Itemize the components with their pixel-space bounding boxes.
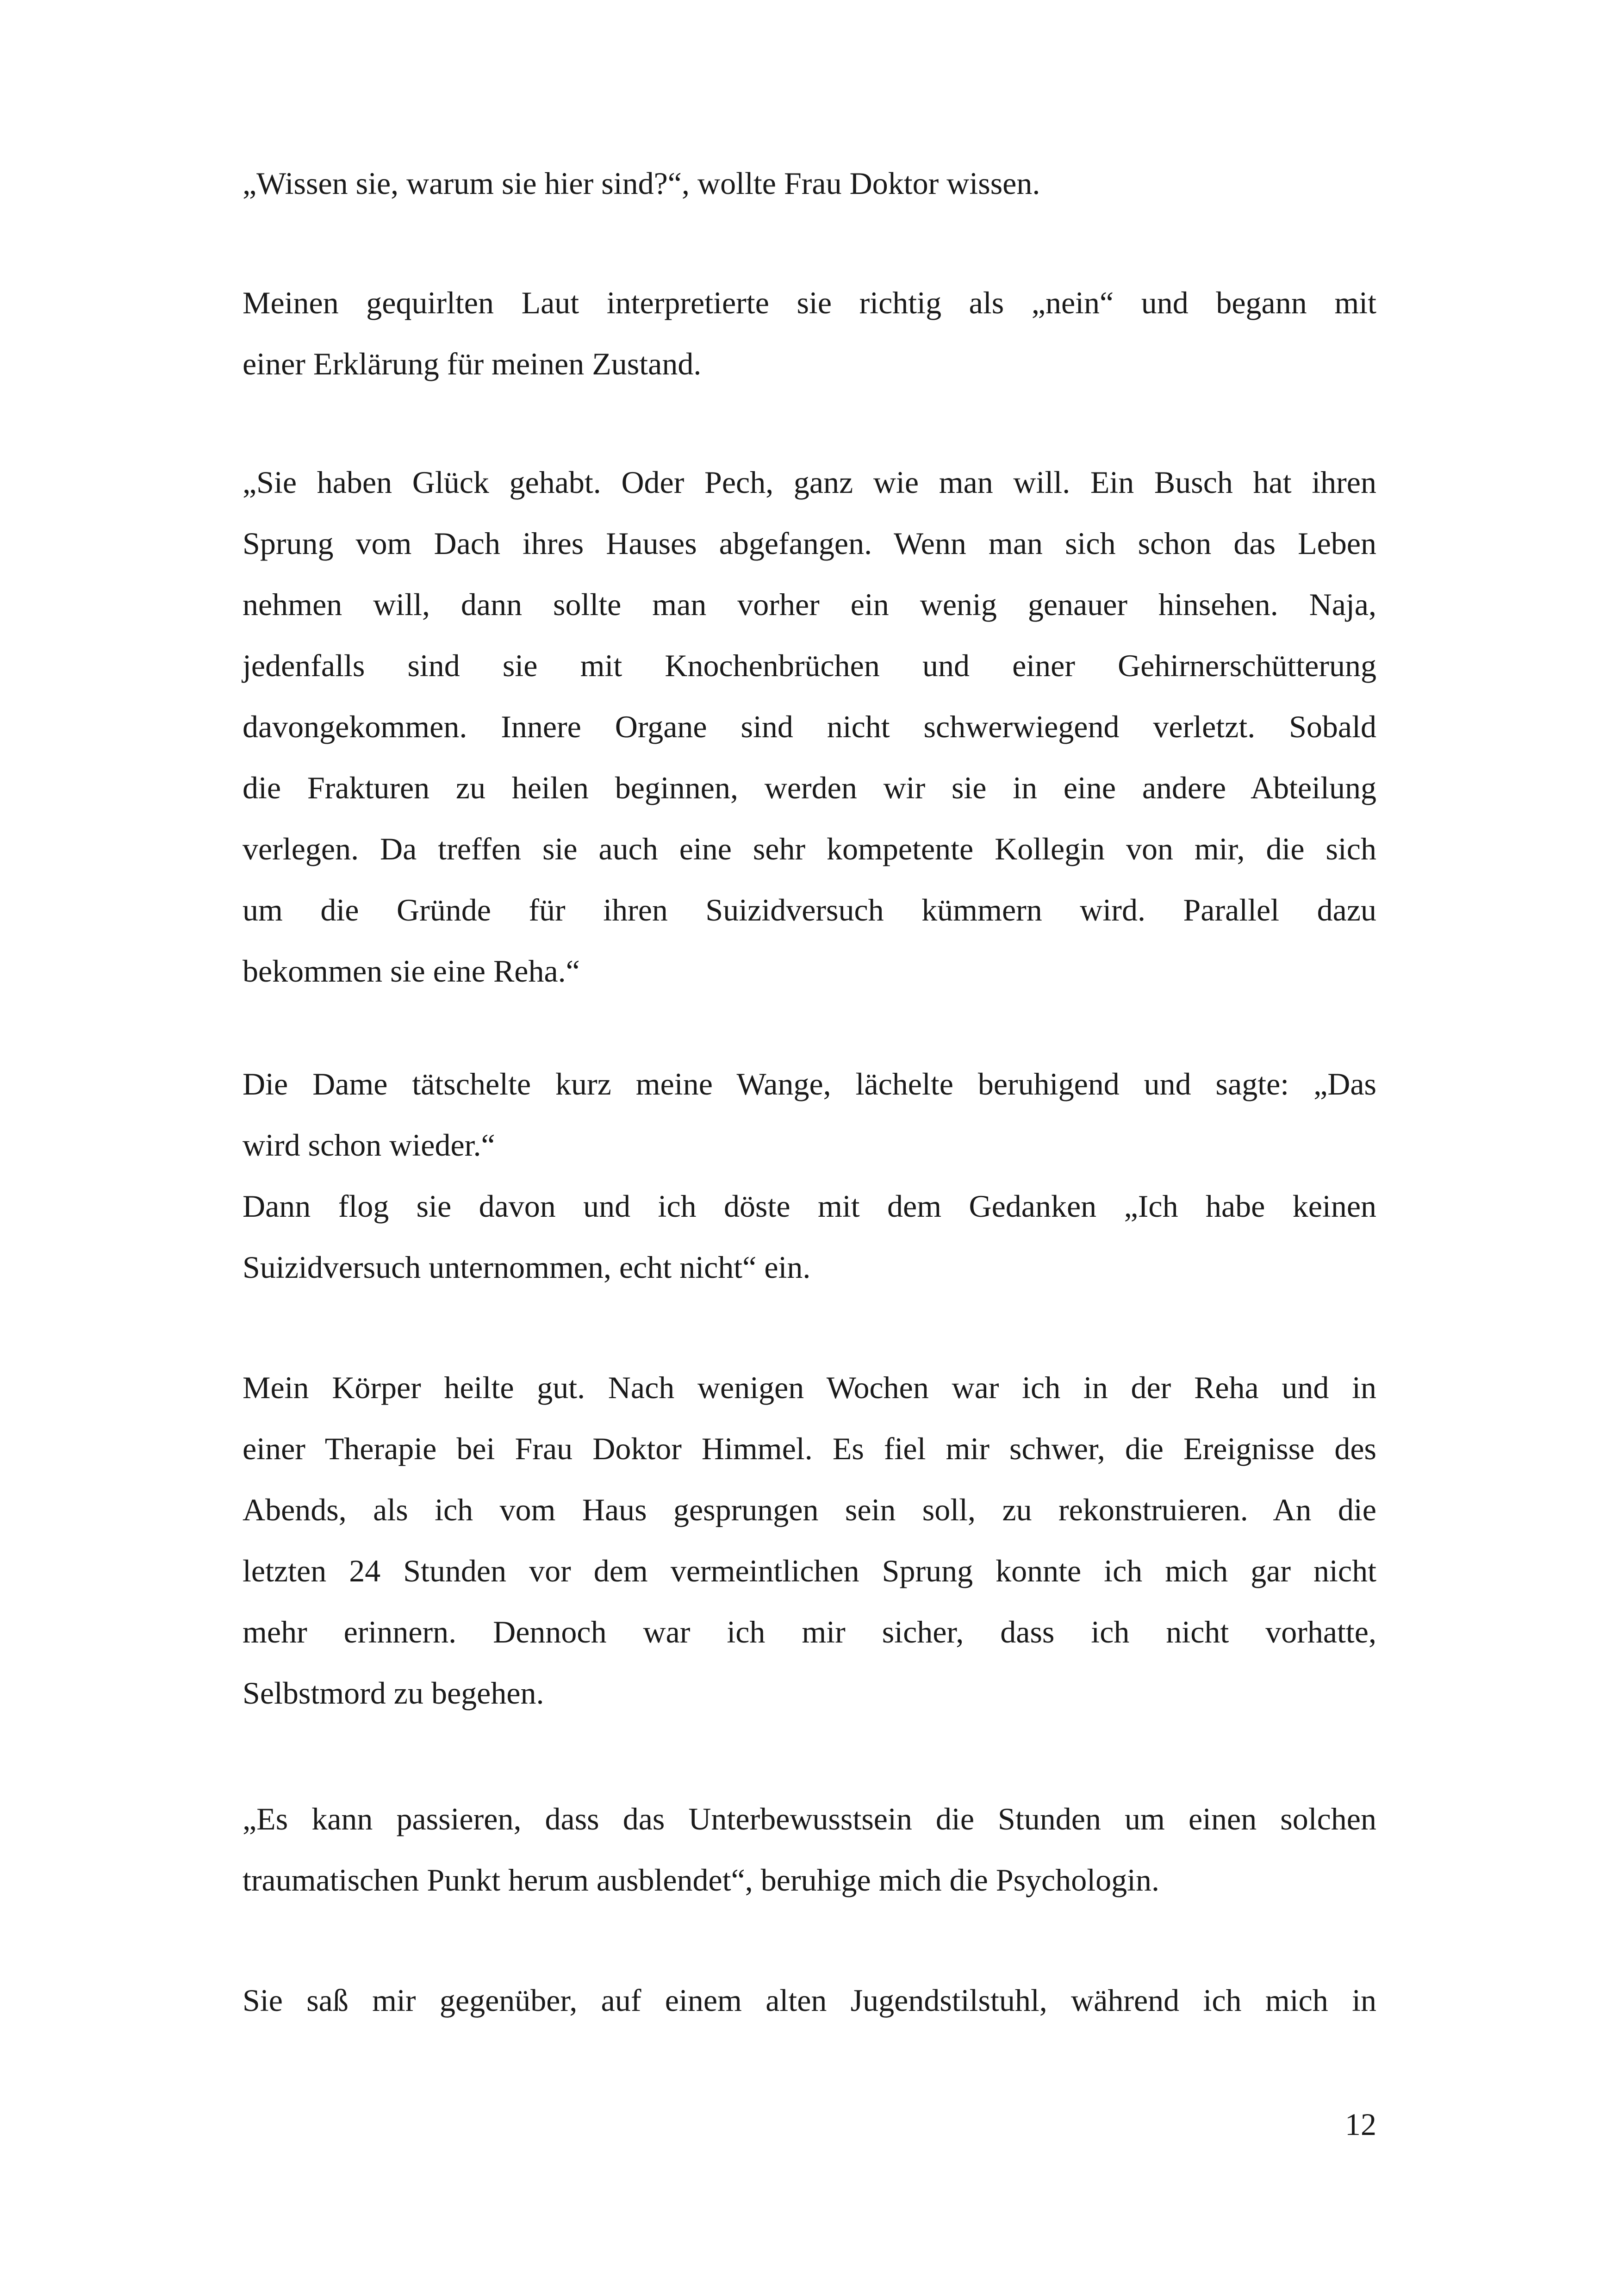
paragraph-7 (243, 1970, 1376, 2031)
paragraph-4 (243, 1053, 1376, 1298)
text-line: „Sie haben Glück gehabt. Oder Pech, ganz wie man will. Ein Busch hat ihren (243, 465, 1376, 500)
text-line: mehr erinnern. Dennoch war ich mir sicher, dass ich nicht vorhatte, (243, 1614, 1376, 1649)
text-line: Sie saß mir gegenüber, auf einem alten Jugendstilstuhl, während ich mich in (243, 1983, 1376, 2018)
text-line: wird schon wieder.“ (243, 1127, 495, 1163)
paragraph-1 (243, 153, 1376, 214)
text-line: einer Therapie bei Frau Doktor Himmel. Es fiel mir schwer, die Ereignisse des (243, 1431, 1376, 1466)
page-number: 12 (1345, 2107, 1376, 2142)
text-line: Dann flog sie davon und ich döste mit dem Gedanken „Ich habe keinen (243, 1188, 1376, 1224)
text-line: Meinen gequirlten Laut interpretierte sie richtig als „nein“ und begann mit (243, 285, 1376, 320)
text-line: um die Gründe für ihren Suizidversuch kümmern wird. Parallel dazu (243, 892, 1376, 927)
text-line: davongekommen. Innere Organe sind nicht schwerwiegend verletzt. Sobald (243, 709, 1376, 744)
text-line: „Es kann passieren, dass das Unterbewusstsein die Stunden um einen solchen (243, 1801, 1376, 1836)
text-line: Suizidversuch unternommen, echt nicht“ ein. (243, 1250, 811, 1285)
text-line: nehmen will, dann sollte man vorher ein wenig genauer hinsehen. Naja, (243, 587, 1376, 622)
text-line: Abends, als ich vom Haus gesprungen sein soll, zu rekonstruieren. An die (243, 1492, 1376, 1527)
text-line: letzten 24 Stunden vor dem vermeintlichen Sprung konnte ich mich gar nicht (243, 1553, 1376, 1588)
paragraph-3 (243, 452, 1376, 1002)
text-line: bekommen sie eine Reha.“ (243, 953, 580, 989)
text-line: einer Erklärung für meinen Zustand. (243, 346, 702, 381)
text-line: verlegen. Da treffen sie auch eine sehr kompetente Kollegin von mir, die sich (243, 831, 1376, 866)
text-line: die Frakturen zu heilen beginnen, werden wir sie in eine andere Abteilung (243, 770, 1376, 805)
paragraph-6 (243, 1788, 1376, 1910)
text-line: Selbstmord zu begehen. (243, 1675, 544, 1711)
text-line: jedenfalls sind sie mit Knochenbrüchen und einer Gehirnerschütterung (243, 648, 1376, 683)
text-line: „Wissen sie, warum sie hier sind?“, wollte Frau Doktor wissen. (243, 166, 1040, 201)
text-line: traumatischen Punkt herum ausblendet“, beruhige mich die Psychologin. (243, 1862, 1159, 1898)
text-line: Sprung vom Dach ihres Hauses abgefangen. Wenn man sich schon das Leben (243, 526, 1376, 561)
paragraph-2 (243, 272, 1376, 394)
text-line: Die Dame tätschelte kurz meine Wange, lächelte beruhigend und sagte: „Das (243, 1066, 1376, 1101)
text-line: Mein Körper heilte gut. Nach wenigen Wochen war ich in der Reha und in (243, 1370, 1376, 1405)
paragraph-5 (243, 1357, 1376, 1724)
